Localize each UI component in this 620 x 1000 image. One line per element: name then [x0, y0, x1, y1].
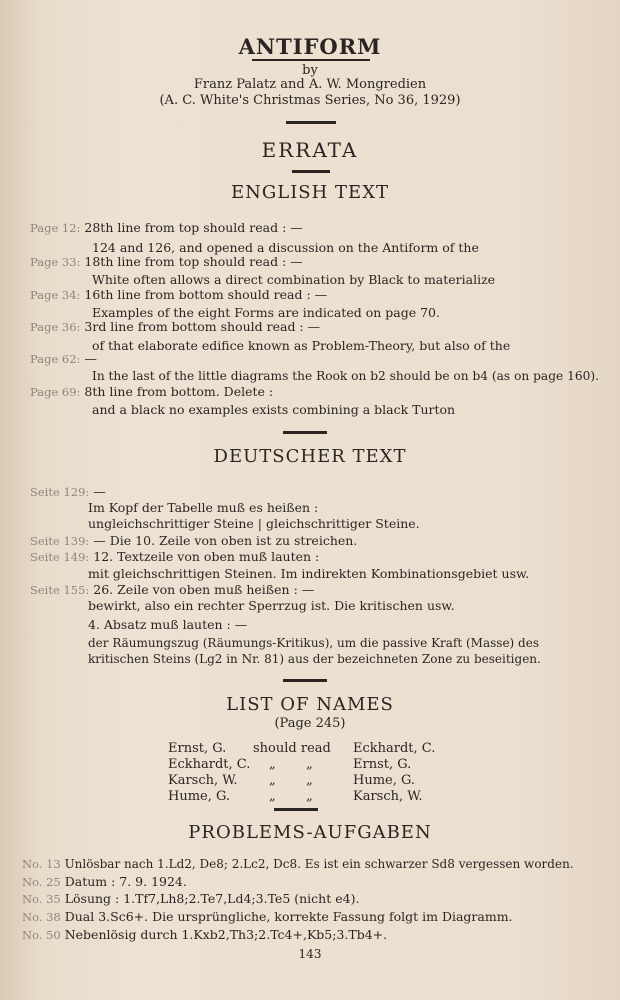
- ditto-mark: „: [306, 789, 313, 804]
- errata-line: Page 36: 3rd line from bottom should read : —: [30, 319, 321, 334]
- names-heading: LIST OF NAMES: [226, 694, 394, 715]
- errata-line: Seite 149: 12. Textzeile von oben muß lauten :: [30, 549, 320, 564]
- series-line: (A. C. White's Christmas Series, No 36, 1929): [159, 93, 461, 108]
- authors-line: Franz Palatz and A. W. Mongredien: [193, 77, 427, 92]
- errata-line: No. 25 Datum : 7. 9. 1924.: [22, 874, 187, 889]
- errata-line: Page 69: 8th line from bottom. Delete :: [30, 384, 274, 399]
- divider: [283, 679, 327, 682]
- errata-line: Page 33: 18th line from top should read : —: [30, 254, 303, 269]
- title-underline: [252, 59, 370, 61]
- divider: [286, 121, 336, 124]
- errata-line: 4. Absatz muß lauten : —: [88, 617, 248, 632]
- book-title: ANTIFORM: [238, 34, 382, 59]
- errata-line: 124 and 126, and opened a discussion on the Antiform of the: [92, 240, 479, 255]
- name-from: Ernst, G.: [168, 741, 227, 756]
- errata-line: Seite 129: —: [30, 484, 106, 499]
- divider: [292, 170, 330, 173]
- page-number: 143: [298, 947, 322, 961]
- errata-line: Seite 139: — Die 10. Zeile von oben ist zu streichen.: [30, 533, 358, 548]
- errata-line: No. 38 Dual 3.Sc6+. Die ursprüngliche, korrekte Fassung folgt im Diagramm.: [22, 909, 513, 924]
- name-to: Karsch, W.: [353, 789, 423, 804]
- errata-heading: ERRATA: [261, 138, 359, 162]
- errata-line: and a black no examples exists combining a black Turton: [92, 402, 456, 417]
- ditto-mark: „: [306, 773, 313, 788]
- english-heading: ENGLISH TEXT: [230, 182, 390, 203]
- errata-line: mit gleichschrittigen Steinen. Im indirekten Kombinationsgebiet usw.: [88, 566, 530, 581]
- name-from: Eckhardt, C.: [168, 757, 251, 772]
- ditto-mark: „: [269, 789, 276, 804]
- ditto-mark: „: [269, 757, 276, 772]
- errata-line: der Räumungszug (Räumungs-Kritikus), um die passive Kraft (Masse) des: [88, 636, 539, 650]
- errata-line: of that elaborate edifice known as Problem-Theory, but also of the: [92, 338, 511, 353]
- name-to: Ernst, G.: [353, 757, 412, 772]
- errata-line: Page 34: 16th line from bottom should read : —: [30, 287, 328, 302]
- name-from: Hume, G.: [168, 789, 231, 804]
- should-read-label: should read: [253, 741, 331, 756]
- errata-line: Im Kopf der Tabelle muß es heißen :: [88, 500, 319, 515]
- errata-line: No. 13 Unlösbar nach 1.Ld2, De8; 2.Lc2, Dc8. Es ist ein schwarzer Sd8 vergessen worden.: [22, 857, 574, 871]
- errata-line: No. 35 Lösung : 1.Tf7,Lh8;2.Te7,Ld4;3.Te5 (nicht e4).: [22, 891, 360, 906]
- errata-line: Page 12: 28th line from top should read : —: [30, 220, 303, 235]
- errata-line: Examples of the eight Forms are indicated on page 70.: [92, 305, 440, 320]
- errata-line: Seite 155: 26. Zeile von oben muß heißen : —: [30, 582, 315, 597]
- by-line: by: [302, 63, 318, 78]
- errata-line: In the last of the little diagrams the Rook on b2 should be on b4 (as on page 160).: [92, 369, 599, 383]
- names-page: (Page 245): [274, 716, 346, 731]
- name-to: Hume, G.: [353, 773, 416, 788]
- errata-line: ungleichschrittiger Steine | gleichschrittiger Steine.: [88, 516, 420, 531]
- name-from: Karsch, W.: [168, 773, 238, 788]
- problems-heading: PROBLEMS-AUFGABEN: [188, 822, 432, 843]
- errata-line: Page 62: —: [30, 351, 97, 366]
- errata-line: kritischen Steins (Lg2 in Nr. 81) aus der bezeichneten Zone zu beseitigen.: [88, 652, 541, 666]
- name-to: Eckhardt, C.: [353, 741, 436, 756]
- ditto-mark: „: [306, 757, 313, 772]
- errata-line: White often allows a direct combination by Black to materialize: [92, 272, 496, 287]
- ditto-mark: „: [269, 773, 276, 788]
- errata-line: bewirkt, also ein rechter Sperrzug ist. Die kritischen usw.: [88, 598, 455, 613]
- errata-line: No. 50 Nebenlösig durch 1.Kxb2,Th3;2.Tc4+,Kb5;3.Tb4+.: [22, 927, 388, 942]
- divider: [283, 431, 327, 434]
- divider: [274, 808, 318, 811]
- deutsch-heading: DEUTSCHER TEXT: [213, 446, 407, 467]
